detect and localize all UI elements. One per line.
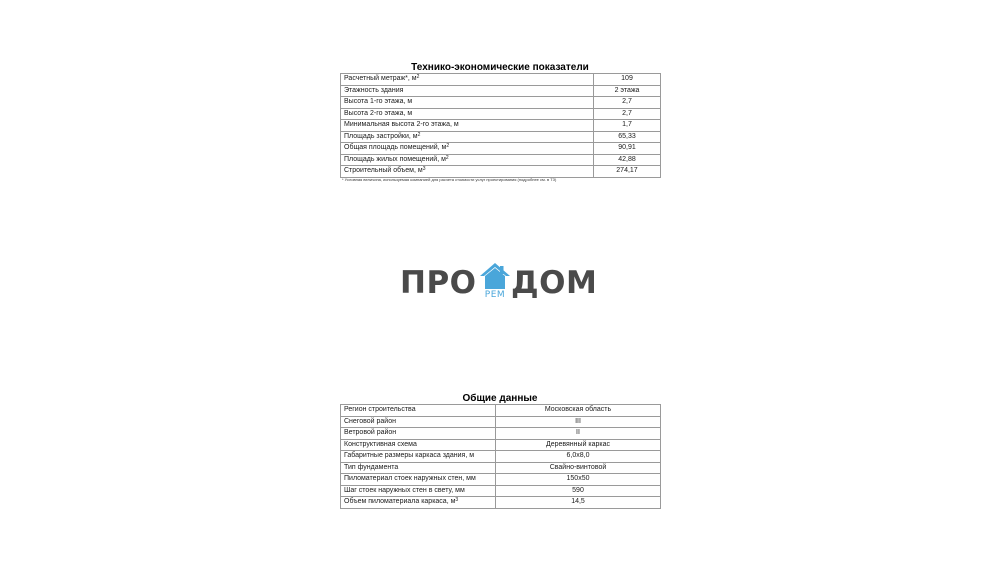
row-label: Регион строительства — [341, 405, 496, 417]
row-value: 150х50 — [496, 474, 661, 486]
general-title: Общие данные — [462, 393, 538, 404]
logo-subtext: РЕМ — [484, 290, 506, 300]
tep-footnote: * Условная величина, используемая компанией для расчета стоимости услуг проектирования (подробнее см. в ТЗ) — [342, 177, 557, 182]
row-value: Деревянный каркас — [496, 439, 661, 451]
row-value: 2,7 — [594, 97, 661, 109]
table-row — [341, 143, 661, 155]
company-logo — [400, 263, 600, 305]
row-label: Габаритные размеры каркаса здания, м — [341, 451, 496, 463]
table-row — [341, 74, 661, 86]
table-row — [341, 85, 661, 97]
row-label: Минимальная высота 2-го этажа, м — [341, 120, 594, 132]
row-label: Объем пиломатериала каркаса, $м^3$ — [341, 497, 496, 509]
row-label: Тип фундамента — [341, 462, 496, 474]
row-label: Снеговой район — [341, 416, 496, 428]
row-value: III — [496, 416, 661, 428]
logo-text-left: ПРО — [400, 265, 477, 301]
row-label: Ветровой район — [341, 428, 496, 440]
row-label: Строительный объем, $м^3$ — [341, 166, 594, 178]
row-value: 2,7 — [594, 108, 661, 120]
general-table — [340, 404, 661, 509]
logo-text-right: ДОМ — [511, 265, 598, 301]
row-label: Конструктивная схема — [341, 439, 496, 451]
row-value: 1,7 — [594, 120, 661, 132]
row-value: 590 — [496, 485, 661, 497]
table-row — [341, 416, 661, 428]
table-row — [341, 439, 661, 451]
row-value: II — [496, 428, 661, 440]
table-row — [341, 485, 661, 497]
tep-table — [340, 73, 661, 178]
row-label: Шаг стоек наружных стен в свету, мм — [341, 485, 496, 497]
row-label: Площадь застройки, $м^2$ — [341, 131, 594, 143]
row-label: Площадь жилых помещений, $м^2$ — [341, 154, 594, 166]
row-value: 65,33 — [594, 131, 661, 143]
row-value: 274,17 — [594, 166, 661, 178]
row-label: Высота 2-го этажа, м — [341, 108, 594, 120]
row-value: 90,91 — [594, 143, 661, 155]
table-row — [341, 120, 661, 132]
row-label: Пиломатериал стоек наружных стен, мм — [341, 474, 496, 486]
row-label: Этажность здания — [341, 85, 594, 97]
row-value: 109 — [594, 74, 661, 86]
tep-title: Технико-экономические показатели — [411, 62, 589, 73]
row-value: Свайно-винтовой — [496, 462, 661, 474]
row-value: 6,0х8,0 — [496, 451, 661, 463]
table-row — [341, 474, 661, 486]
row-label: Общая площадь помещений, $м^2$ — [341, 143, 594, 155]
table-row — [341, 97, 661, 109]
row-value: 2 этажа — [594, 85, 661, 97]
table-row — [341, 154, 661, 166]
table-row — [341, 108, 661, 120]
row-value: 14,5 — [496, 497, 661, 509]
row-value: 42,88 — [594, 154, 661, 166]
table-row — [341, 428, 661, 440]
table-row — [341, 462, 661, 474]
table-row — [341, 451, 661, 463]
row-value: Московская область — [496, 405, 661, 417]
table-row — [341, 166, 661, 178]
table-row — [341, 497, 661, 509]
table-row — [341, 131, 661, 143]
row-label: Высота 1-го этажа, м — [341, 97, 594, 109]
table-row — [341, 405, 661, 417]
row-label: Расчетный метраж*, $м^2$ — [341, 74, 594, 86]
